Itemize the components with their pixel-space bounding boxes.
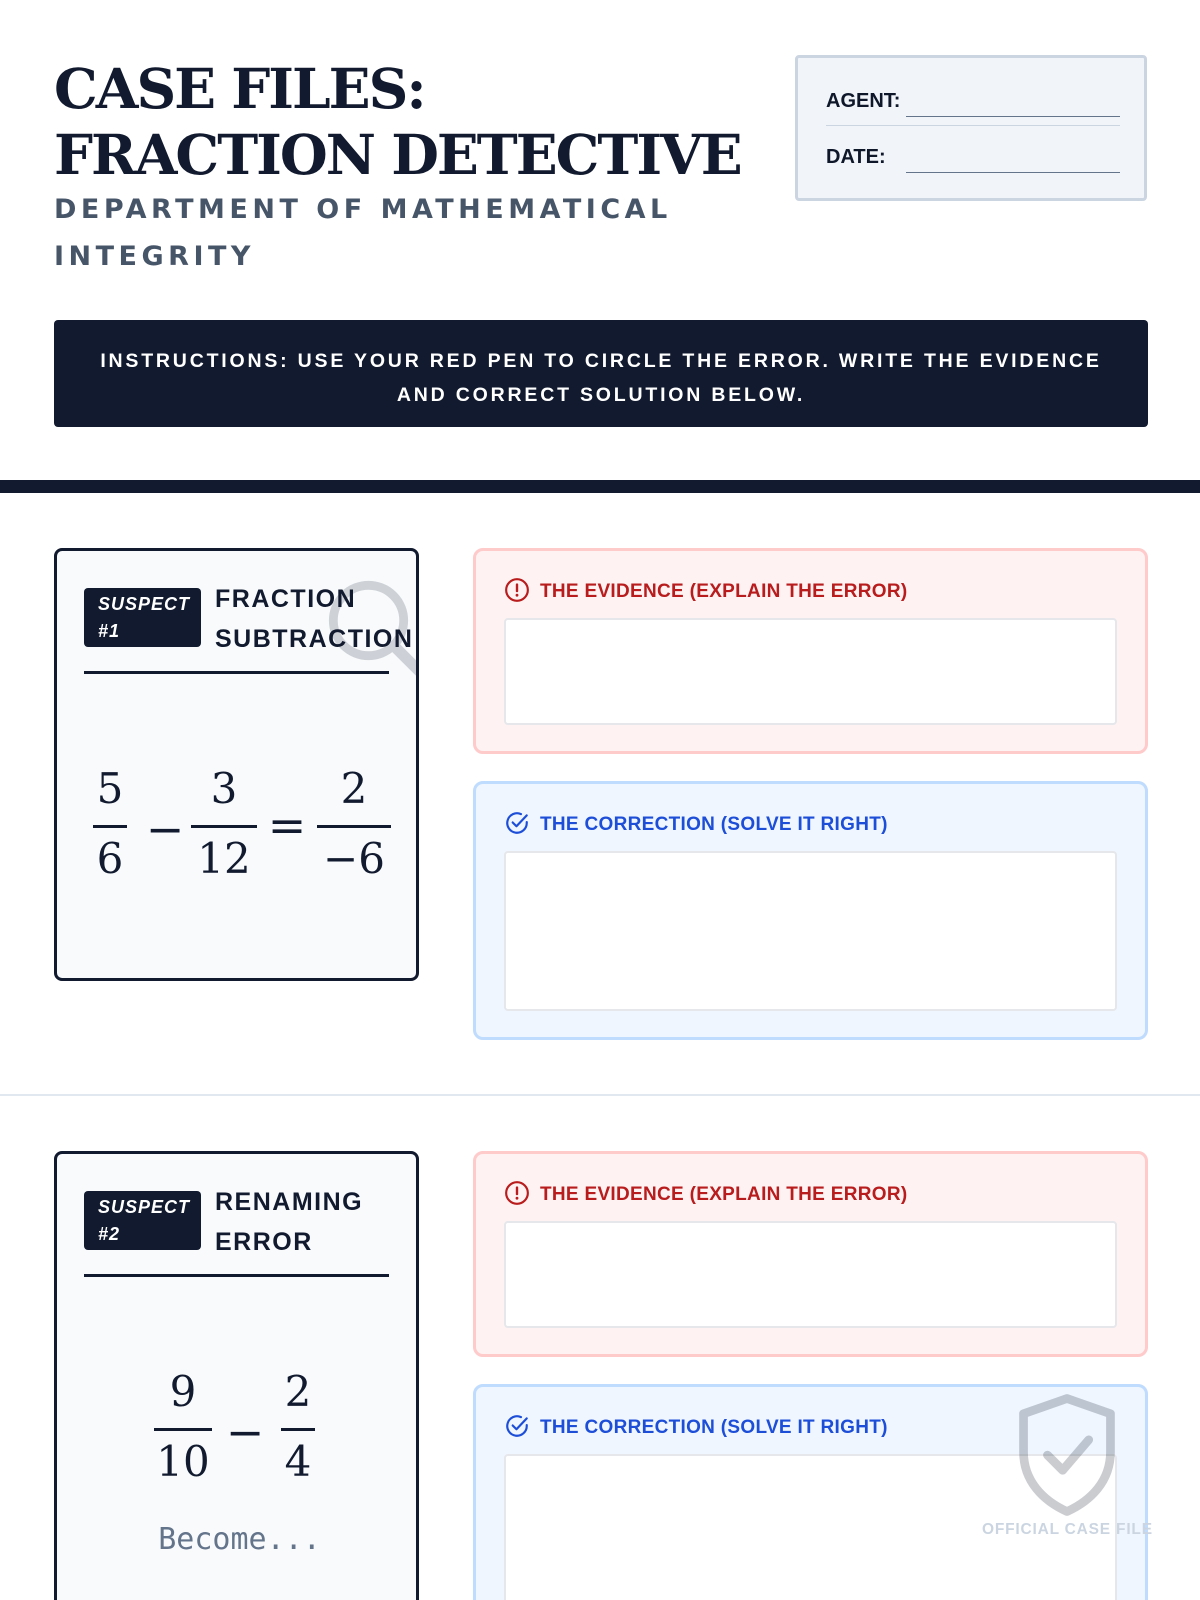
case-name-line1: FRACTION (215, 585, 357, 613)
correction-header (504, 1413, 888, 1443)
section-divider-thin (0, 1094, 1200, 1096)
suspect-card-2 (54, 1151, 419, 1600)
correction-label: THE CORRECTION (SOLVE IT RIGHT) (540, 814, 888, 835)
date-label: DATE: (826, 146, 886, 168)
denominator: 6 (96, 834, 124, 883)
fraction-bar (154, 1428, 212, 1431)
denominator: 10 (156, 1437, 210, 1486)
alert-circle-icon (504, 1180, 530, 1206)
evidence-writing-area[interactable] (504, 1221, 1117, 1328)
fraction-bar (317, 825, 391, 828)
evidence-panel-1 (473, 548, 1148, 754)
shield-check-icon (1012, 1392, 1122, 1517)
agent-row (826, 82, 1120, 126)
section-divider-thick (0, 480, 1200, 493)
badge-number: #1 (98, 621, 121, 641)
correction-panel-1 (473, 781, 1148, 1040)
date-row (826, 138, 1120, 178)
evidence-panel-2 (473, 1151, 1148, 1357)
card-divider (84, 671, 389, 674)
become-label: Become... (158, 1522, 321, 1557)
denominator: −6 (323, 834, 385, 883)
agent-label: AGENT: (826, 90, 901, 112)
suspect-badge (84, 588, 201, 647)
minus-sign[interactable]: − (225, 1405, 265, 1459)
denominator: 4 (284, 1437, 312, 1486)
correction-label: THE CORRECTION (SOLVE IT RIGHT) (540, 1417, 888, 1438)
evidence-label: THE EVIDENCE (EXPLAIN THE ERROR) (540, 1184, 908, 1205)
numerator: 2 (340, 764, 368, 813)
correction-writing-area[interactable] (504, 851, 1117, 1011)
page-subtitle: DEPARTMENT OF MATHEMATICAL INTEGRITY (54, 194, 672, 272)
page-title: CASE FILES: FRACTION DETECTIVE (54, 56, 741, 187)
instructions-banner: INSTRUCTIONS: USE YOUR RED PEN TO CIRCLE THE ERROR. WRITE THE EVIDENCE AND CORRECT SOLUTION BELOW. (54, 320, 1148, 427)
equation (57, 761, 419, 891)
badge-label: SUSPECT (98, 1197, 191, 1217)
case-name (215, 1182, 415, 1262)
case-name-line1: RENAMING (215, 1188, 364, 1216)
numerator: 9 (169, 1367, 197, 1416)
fraction-bar (281, 1428, 315, 1431)
equals-sign[interactable]: = (267, 798, 307, 852)
case-name (215, 579, 415, 659)
check-circle-icon (504, 810, 530, 836)
suspect-badge (84, 1191, 201, 1250)
badge-label: SUSPECT (98, 594, 191, 614)
agent-info-box (795, 55, 1147, 201)
case-name-line2: ERROR (215, 1228, 313, 1256)
card-divider (84, 1274, 389, 1277)
agent-name-line[interactable] (906, 116, 1120, 117)
check-circle-icon (504, 1413, 530, 1439)
badge-number: #2 (98, 1224, 121, 1244)
numerator: 3 (210, 764, 238, 813)
alert-circle-icon (504, 577, 530, 603)
denominator: 12 (197, 834, 251, 883)
suspect-card-1 (54, 548, 419, 981)
minus-sign[interactable]: − (145, 802, 185, 856)
fraction-bar (93, 825, 127, 828)
numerator: 2 (284, 1367, 312, 1416)
evidence-label: THE EVIDENCE (EXPLAIN THE ERROR) (540, 581, 908, 602)
official-case-file-watermark: OFFICIAL CASE FILE (982, 1521, 1153, 1538)
numerator: 5 (96, 764, 124, 813)
evidence-header (504, 1180, 907, 1210)
equation (57, 1364, 419, 1494)
evidence-writing-area[interactable] (504, 618, 1117, 725)
evidence-header (504, 577, 907, 607)
date-line[interactable] (906, 172, 1120, 173)
case-name-line2: SUBTRACTION (215, 625, 414, 653)
fraction-bar (191, 825, 257, 828)
correction-header (504, 810, 888, 840)
